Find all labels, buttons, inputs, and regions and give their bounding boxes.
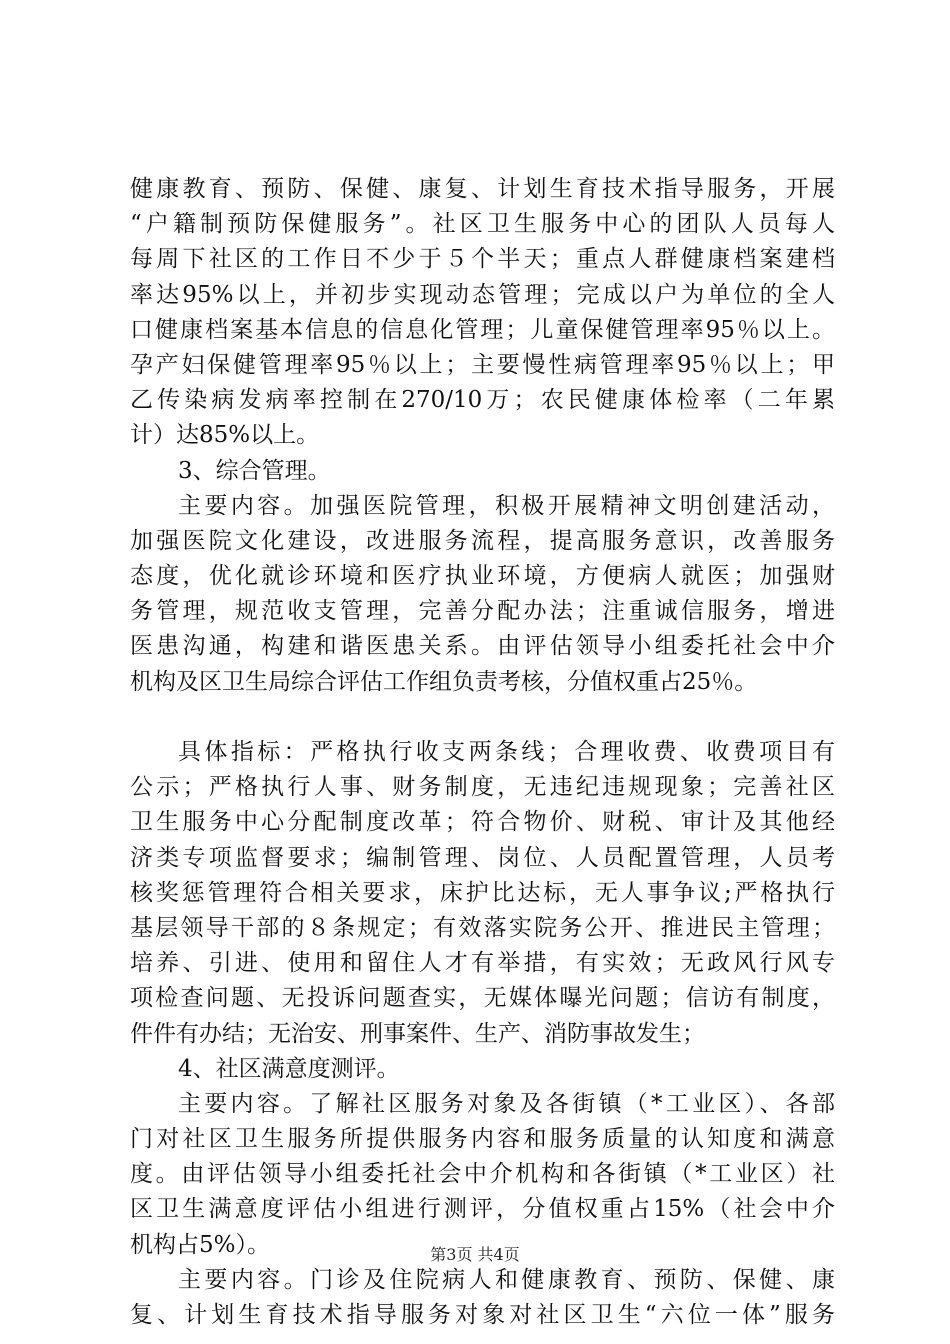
text-line: 济类专项监督要求；编制管理、岗位、人员配置管理，人员考	[130, 844, 835, 871]
text-line: 项检查问题、无投诉问题查实，无媒体曝光问题；信访有制度，	[130, 985, 835, 1012]
text-line: 具体指标：严格执行收支两条线；合理收费、收费项目有	[178, 739, 835, 765]
text-line: 复、计划生育技术指导服务对象对社区卫生“六位一体”服务	[130, 1302, 835, 1328]
text-line: 率达95%以上，并初步实现动态管理；完成以户为单位的全人	[130, 281, 835, 308]
text-line: 健康教育、预防、保健、康复、计划生育技术指导服务，开展	[130, 176, 835, 202]
text-line: 务管理，规范收支管理，完善分配办法；注重诚信服务，增进	[130, 598, 835, 625]
text-line: 区卫生满意度评估小组进行测评，分值权重占15%（社会中介	[130, 1196, 835, 1223]
text-line: 口健康档案基本信息的信息化管理；儿童保健管理率95％以上。	[130, 316, 835, 343]
document-body	[130, 172, 835, 1333]
text-line: 主要内容。了解社区服务对象及各街镇（*工业区）、各部	[178, 1090, 835, 1117]
text-line: 核奖惩管理符合相关要求，床护比达标，无人事争议;严格执行	[130, 879, 835, 906]
text-line: 门对社区卫生服务所提供服务内容和服务质量的认知度和满意	[130, 1126, 835, 1153]
text-line: 主要内容。门诊及住院病人和健康教育、预防、保健、康	[178, 1266, 835, 1293]
text-line: 基层领导干部的８条规定；有效落实院务公开、推进民主管理；	[130, 914, 835, 941]
text-line: 卫生服务中心分配制度改革；符合物价、财税、审计及其他经	[130, 809, 835, 836]
text-line: 医患沟通，构建和谐医患关系。由评估领导小组委托社会中介	[130, 633, 835, 660]
text-line: 件件有办结；无治安、刑事案件、生产、消防事故发生；	[130, 1020, 705, 1047]
text-line: 公示；严格执行人事、财务制度，无违纪违规现象；完善社区	[130, 774, 835, 801]
text-line: “户籍制预防保健服务”。社区卫生服务中心的团队人员每人	[130, 211, 835, 238]
text-line: 计）达85%以上。	[130, 422, 320, 449]
text-line: 机构占5%）。	[130, 1231, 270, 1258]
text-line: 态度，优化就诊环境和医疗执业环境，方便病人就医；加强财	[130, 563, 835, 590]
section-heading: 4、社区满意度测评。	[178, 1055, 400, 1082]
text-line: 加强医院文化建设，改进服务流程，提高服务意识，改善服务	[130, 527, 835, 554]
text-line: 度。由评估领导小组委托社会中介机构和各街镇（*工业区）社	[130, 1161, 835, 1188]
text-line: 每周下社区的工作日不少于５个半天；重点人群健康档案建档	[130, 246, 835, 273]
text-line: 孕产妇保健管理率95％以上；主要慢性病管理率95％以上；甲	[130, 351, 835, 378]
text-line: 乙传染病发病率控制在270/10万；农民健康体检率（二年累	[130, 387, 835, 414]
text-line: 主要内容。加强医院管理，积极开展精神文明创建活动，	[178, 492, 835, 519]
blank-line	[130, 700, 835, 735]
section-heading: 3、综合管理。	[178, 457, 331, 484]
text-line: 机构及区卫生局综合评估工作组负责考核，分值权重占25％。	[130, 668, 758, 695]
page-footer: 第3页 共4页	[430, 1245, 520, 1264]
text-line: 培养、引进、使用和留住人才有举措，有实效；无政风行风专	[130, 950, 835, 977]
